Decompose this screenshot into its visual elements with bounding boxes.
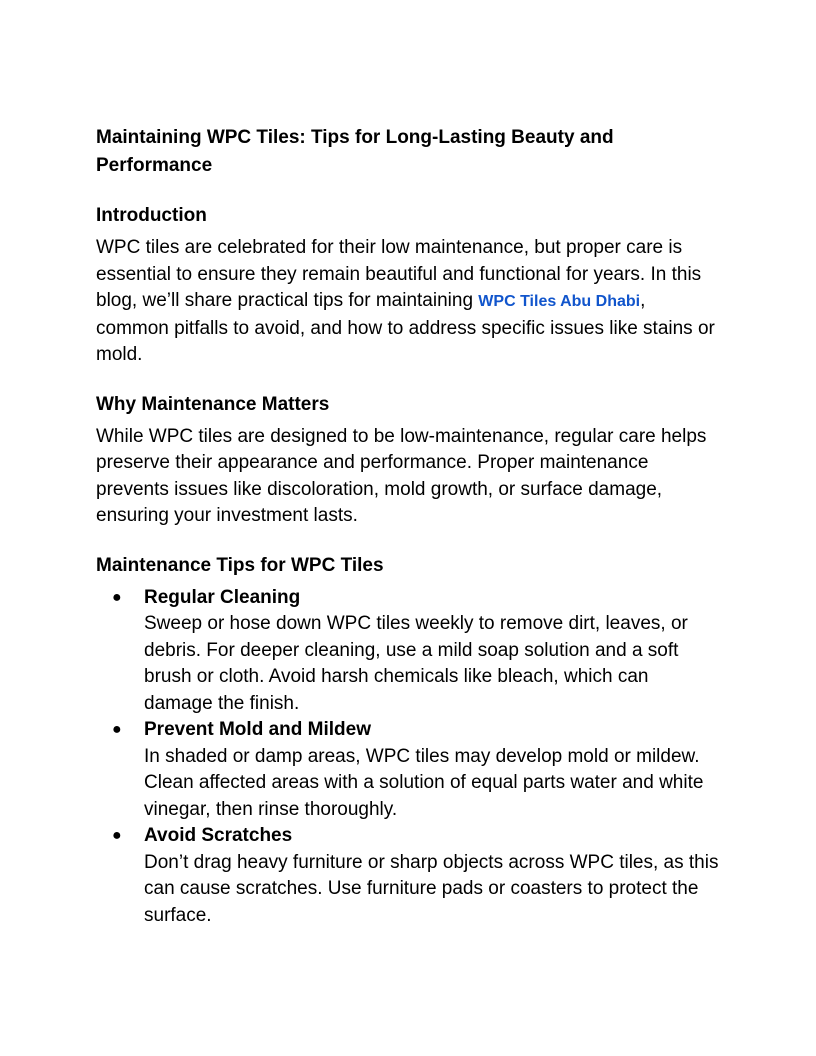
intro-text-before-link: WPC tiles are celebrated for their low maintenance, but proper care is essential to ensure they remain beautiful and functional for years. In this blog, we’ll share practical tips for maintaining	[96, 237, 702, 311]
tip-body: Don’t drag heavy furniture or sharp objects across WPC tiles, as this can cause scratches. Use furniture pads or coasters to protect the surface.	[144, 851, 719, 926]
intro-paragraph	[96, 235, 722, 369]
intro-heading: Introduction	[96, 205, 207, 226]
tip-body: Sweep or hose down WPC tiles weekly to remove dirt, leaves, or debris. For deeper cleaning, use a mild soap solution and a soft brush or cloth. Avoid harsh chemicals like bleach, which can damage the finish.	[144, 613, 688, 714]
tip-title: Regular Cleaning	[144, 586, 301, 608]
bullet-icon: ●	[112, 827, 122, 844]
document-title: Maintaining WPC Tiles: Tips for Long-Lasting Beauty and Performance	[96, 127, 614, 176]
document-page	[96, 124, 722, 929]
bullet-icon: ●	[112, 588, 122, 606]
tips-heading: Maintenance Tips for WPC Tiles	[96, 554, 384, 576]
list-item	[96, 585, 722, 718]
why-paragraph: While WPC tiles are designed to be low-maintenance, regular care helps preserve their appearance and performance. Proper maintenance prevents issues like discoloration, mold growth, or surface damage, ensuring your investment lasts.	[96, 425, 707, 526]
wpc-tiles-abu-dhabi-link[interactable]: WPC Tiles Abu Dhabi	[478, 293, 641, 310]
bullet-icon: ●	[112, 721, 122, 738]
why-heading: Why Maintenance Matters	[96, 393, 330, 415]
tip-body: In shaded or damp areas, WPC tiles may develop mold or mildew. Clean affected areas with a solution of equal parts water and white vinegar, then rinse thoroughly.	[144, 745, 704, 820]
list-item	[96, 823, 722, 929]
intro-text-after-link: , common pitfalls to avoid, and how to address specific issues like stains or mold.	[96, 290, 715, 365]
tips-list	[96, 585, 722, 930]
tip-title: Prevent Mold and Mildew	[144, 719, 371, 740]
tip-title: Avoid Scratches	[144, 825, 293, 846]
list-item	[96, 717, 722, 823]
